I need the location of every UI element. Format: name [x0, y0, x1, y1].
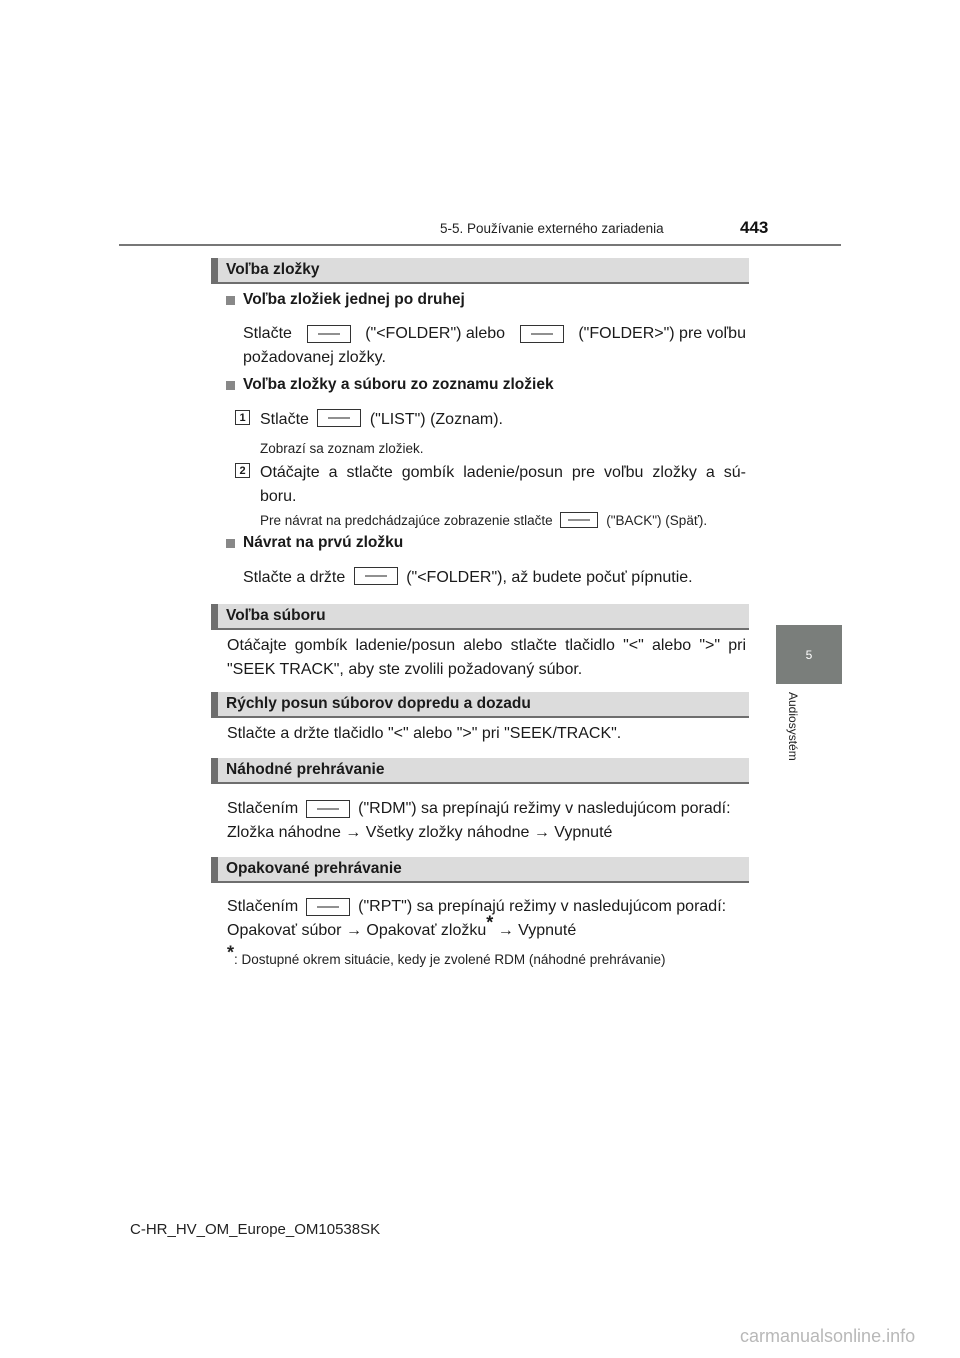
- subheading-folder-sequential: Voľba zložiek jednej po druhej: [226, 291, 465, 309]
- step-number: 1: [235, 410, 250, 425]
- button-icon: [306, 800, 350, 818]
- button-icon: [520, 325, 564, 343]
- watermark: carmanualsonline.info: [740, 1326, 916, 1346]
- section-title: Voľba súboru: [226, 607, 326, 624]
- bullet-square-icon: [226, 296, 235, 305]
- section-title: Rýchly posun súborov dopredu a dozadu: [226, 695, 531, 712]
- bullet-square-icon: [226, 381, 235, 390]
- running-header: 5-5. Používanie externého zariadenia: [440, 221, 664, 236]
- footnote: *: Dostupné okrem situácie, kedy je zvolené RDM (náhodné prehrávanie): [227, 942, 666, 967]
- section-bar-folder: [211, 258, 749, 284]
- paragraph-repeat: Stlačením ("RPT") sa prepínajú režimy v nasledujúcom poradí: Opakovať súbor → Opakovať zložku* → Vypnuté: [227, 898, 727, 939]
- step-number: 2: [235, 463, 250, 478]
- page-number: 443: [740, 218, 769, 237]
- button-icon: [306, 898, 350, 916]
- button-icon: [317, 409, 361, 427]
- footnote-marker: *: [486, 912, 494, 933]
- paragraph-fast-forward: Stlačte a držte tlačidlo "<" alebo ">" pri "SEEK/TRACK".: [227, 725, 622, 742]
- step-2-text: Otáčajte a stlačte gombík ladenie/posun pre voľbu zložky a sú- boru.: [260, 464, 746, 505]
- button-icon: [307, 325, 351, 343]
- document-id: C-HR_HV_OM_Europe_OM10538SK: [130, 1221, 381, 1238]
- section-bar-repeat: [211, 857, 749, 883]
- paragraph-first-folder: Stlačte a držte ("<FOLDER"), až budete počuť pípnutie.: [243, 569, 693, 586]
- subheading-first-folder: Návrat na prvú zložku: [226, 534, 403, 552]
- section-bar-file: [211, 604, 749, 630]
- section-title: Opakované prehrávanie: [226, 860, 402, 877]
- step-2-note: Pre návrat na predchádzajúce zobrazenie stlačte ("BACK") (Späť).: [260, 513, 708, 528]
- subheading-folder-list: Voľba zložky a súboru zo zoznamu zložiek: [226, 376, 554, 394]
- header-rule: [119, 244, 841, 246]
- button-icon: [354, 567, 398, 585]
- section-bar-random: [211, 758, 749, 784]
- chapter-number: 5: [805, 647, 813, 662]
- paragraph-random: Stlačením ("RDM") sa prepínajú režimy v nasledujúcom poradí: Zložka náhodne → Všetky zložky náhodne → Vypnuté: [227, 800, 731, 841]
- chapter-label: Audiosystém: [786, 692, 800, 761]
- section-title: Voľba zložky: [226, 261, 320, 278]
- section-title: Náhodné prehrávanie: [226, 761, 385, 778]
- paragraph-file-select: Otáčajte gombík ladenie/posun alebo stlačte tlačidlo "<" alebo ">" pri "SEEK TRACK", aby ste zvolili požadovaný súbor.: [227, 637, 746, 678]
- bullet-square-icon: [226, 539, 235, 548]
- step-1-text: Stlačte ("LIST") (Zoznam).: [260, 411, 503, 428]
- footnote-marker: *: [227, 942, 235, 963]
- button-icon: [560, 512, 598, 528]
- step-1-note: Zobrazí sa zoznam zložiek.: [260, 441, 424, 456]
- paragraph-folder-select: Stlačte ("<FOLDER") alebo ("FOLDER>") pre voľbu požadovanej zložky.: [243, 325, 746, 366]
- section-bar-fast-forward: [211, 692, 749, 718]
- chapter-tab: [776, 625, 842, 684]
